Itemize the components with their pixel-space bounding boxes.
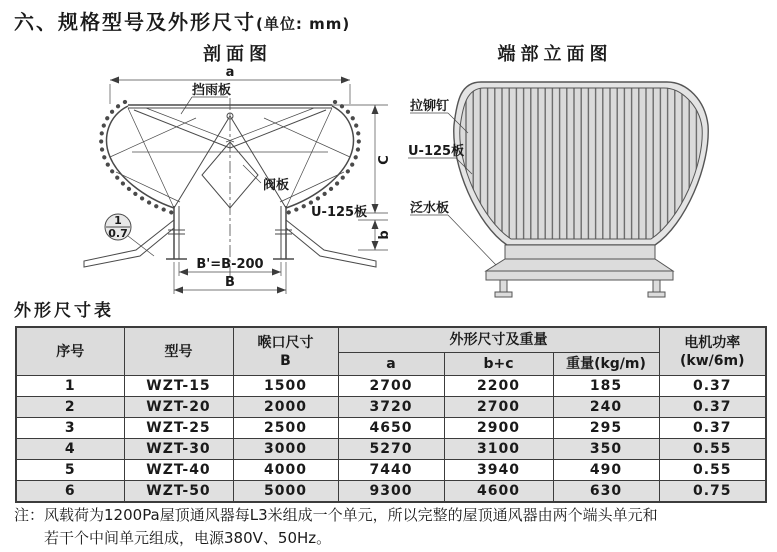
table-row — [16, 376, 766, 397]
table-row — [16, 439, 766, 460]
cell-bc: 4600 — [444, 481, 553, 503]
col-header-weight: 重量(kg/m) — [553, 353, 659, 376]
cell-power: 0.55 — [659, 439, 766, 460]
cell-weight: 350 — [553, 439, 659, 460]
dim-a-label: a — [225, 65, 235, 80]
cell-model: WZT-20 — [124, 397, 233, 418]
rivet-bumps-left — [101, 102, 173, 213]
elevation-view-title: 端部立面图 — [497, 44, 613, 65]
col-header-dims-weight: 外形尺寸及重量 — [338, 327, 659, 353]
col-header-no: 序号 — [16, 327, 124, 376]
col-header-throat-line2: B — [280, 352, 291, 369]
valve-board-label: 阀板 — [263, 178, 290, 193]
cell-throat: 3000 — [233, 439, 338, 460]
cell-throat: 2500 — [233, 418, 338, 439]
table-row — [16, 460, 766, 481]
spec-table — [15, 326, 767, 503]
cell-a: 7440 — [338, 460, 444, 481]
footnote-line1: 风载荷为1200Pa屋顶通风器每L3米组成一个单元，所以完整的屋顶通风器由两个端头单元和 — [44, 506, 658, 524]
flashing-board-label: 泛水板 — [410, 201, 450, 216]
cell-no: 3 — [16, 418, 124, 439]
page-title — [14, 6, 350, 35]
col-header-throat-line1: 喉口尺寸 — [257, 334, 314, 351]
cell-model: WZT-50 — [124, 481, 233, 503]
cell-throat: 1500 — [233, 376, 338, 397]
cell-weight: 185 — [553, 376, 659, 397]
cell-power: 0.37 — [659, 376, 766, 397]
slope-numerator: 1 — [114, 214, 122, 227]
cell-no: 5 — [16, 460, 124, 481]
cell-no: 2 — [16, 397, 124, 418]
cell-bc: 3940 — [444, 460, 553, 481]
cell-a: 5270 — [338, 439, 444, 460]
cell-model: WZT-25 — [124, 418, 233, 439]
right-foot-stem — [653, 280, 660, 292]
corrugated-panel — [460, 88, 702, 239]
cell-power: 0.55 — [659, 460, 766, 481]
base-collar — [505, 245, 655, 259]
cell-a: 9300 — [338, 481, 444, 503]
col-header-a: a — [338, 353, 444, 376]
cell-power: 0.37 — [659, 397, 766, 418]
base-trapezoid — [486, 259, 673, 271]
dim-c-label: C — [377, 155, 392, 165]
slope-denominator: 0.7 — [108, 227, 128, 240]
cell-weight: 295 — [553, 418, 659, 439]
footnote-text — [44, 504, 770, 550]
dim-b-label: b — [377, 230, 392, 240]
cell-bc: 2200 — [444, 376, 553, 397]
cell-model: WZT-40 — [124, 460, 233, 481]
cell-no: 6 — [16, 481, 124, 503]
table-row — [16, 481, 766, 503]
u125-board-label-elevation: U-125板 — [408, 144, 465, 159]
left-foot-stem — [500, 280, 507, 292]
dim-b-outer-label: B — [225, 275, 235, 290]
cell-weight: 490 — [553, 460, 659, 481]
cell-power: 0.75 — [659, 481, 766, 503]
left-foot-base — [495, 292, 512, 297]
footnote-prefix: 注： — [14, 506, 45, 524]
cell-weight: 630 — [553, 481, 659, 503]
rivet-label: 拉铆钉 — [410, 99, 450, 114]
cell-weight: 240 — [553, 397, 659, 418]
table-row — [16, 418, 766, 439]
section-view-drawing — [70, 60, 405, 302]
cell-throat: 4000 — [233, 460, 338, 481]
footnote — [14, 504, 770, 550]
cell-model: WZT-15 — [124, 376, 233, 397]
col-header-power-line2: (kw/6m) — [680, 352, 745, 369]
page-title-unit: (单位: mm) — [256, 15, 351, 33]
section-view-title: 剖面图 — [203, 44, 272, 65]
cell-a: 2700 — [338, 376, 444, 397]
cell-bc: 2700 — [444, 397, 553, 418]
cell-no: 1 — [16, 376, 124, 397]
footnote-line2: 若干个中间单元组成，电源380V、50Hz。 — [44, 529, 332, 547]
right-foot-base — [648, 292, 665, 297]
page-title-text: 六、规格型号及外形尺寸 — [14, 10, 256, 34]
col-header-bc: b+c — [444, 353, 553, 376]
cell-no: 4 — [16, 439, 124, 460]
cell-a: 4650 — [338, 418, 444, 439]
elevation-view-drawing — [400, 60, 770, 300]
col-header-power — [659, 327, 766, 376]
cell-throat: 2000 — [233, 397, 338, 418]
col-header-model: 型号 — [124, 327, 233, 376]
cell-power: 0.37 — [659, 418, 766, 439]
rain-board-label: 挡雨板 — [192, 83, 232, 98]
cell-model: WZT-30 — [124, 439, 233, 460]
cell-bc: 3100 — [444, 439, 553, 460]
u125-board-label-section: U-125板 — [311, 205, 368, 220]
table-heading: 外形尺寸表 — [14, 301, 114, 321]
cell-throat: 5000 — [233, 481, 338, 503]
base-plate — [486, 271, 673, 280]
cell-a: 3720 — [338, 397, 444, 418]
col-header-power-line1: 电机功率 — [684, 334, 741, 351]
rivet-bumps-right — [287, 102, 359, 213]
col-header-throat — [233, 327, 338, 376]
cell-bc: 2900 — [444, 418, 553, 439]
table-row — [16, 397, 766, 418]
dim-b-inner-label: B'=B-200 — [196, 257, 264, 272]
